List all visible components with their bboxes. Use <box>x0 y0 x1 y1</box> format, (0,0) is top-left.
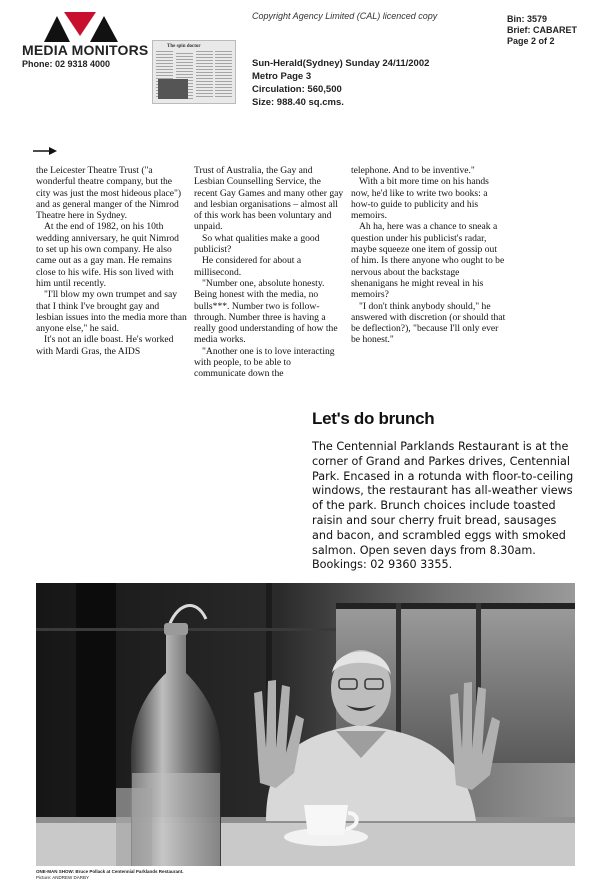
article-paragraph: the Leicester Theatre Trust ("a wonderful theatre company, but the city was just the most hideous place") and as general manger of the Nimrod Theatre here in Sydney. <box>36 165 182 222</box>
brunch-heading: Let's do brunch <box>312 409 435 428</box>
caption-text: ONE-MAN SHOW: Bruce Pollack at Centennial Parklands Restaurant. <box>36 869 184 874</box>
article-column-2 <box>194 165 344 380</box>
thumbnail-column <box>215 51 232 99</box>
thumbnail-column <box>196 51 213 99</box>
logo-mark-icon <box>44 12 122 42</box>
article-column-3 <box>351 165 506 385</box>
brief-name: Brief: CABARET <box>507 25 578 35</box>
article-paragraph: So what qualities make a good publicist? <box>194 232 320 256</box>
thumbnail-photo <box>158 79 188 99</box>
article-paragraph: Trust of Australia, the Gay and Lesbian Counselling Service, the recent Gay Games and many other gay and lesbian organisations – almost all of this work has been voluntary and unpaid. <box>194 165 344 233</box>
article-paragraph: He considered for about a millisecond. <box>194 255 302 278</box>
article-paragraph: telephone. And to be inventive." <box>351 165 475 176</box>
photo-caption <box>36 869 183 880</box>
article-paragraph: "I'll blow my own trumpet and say that I think I've brought gay and lesbian issues into the media more than anyone else," he said. <box>36 289 187 335</box>
circulation: Circulation: 560,500 <box>252 84 342 95</box>
page-count: Page 2 of 2 <box>507 36 555 46</box>
article-paragraph: "Another one is to love interacting with people, to be able to communicate down the <box>194 345 335 380</box>
publication-name-date: Sun-Herald(Sydney) Sunday 24/11/2002 <box>252 58 430 69</box>
copyright-notice: Copyright Agency Limited (CAL) licenced copy <box>252 11 438 21</box>
article-paragraph: At the end of 1982, on his 10th wedding anniversary, he quit Nimrod to set up his own company. He also came out as a gay man. He remains close to his wife. His son lived with him until recently. <box>36 221 179 289</box>
clipping-thumbnail[interactable] <box>152 40 236 104</box>
section-page: Metro Page 3 <box>252 71 312 82</box>
article-photo <box>36 583 575 866</box>
article-paragraph: With a bit more time on his hands now, he'd like to write two books: a how-to guide to publicity and his memoirs. <box>351 176 489 222</box>
media-monitors-logo <box>22 12 150 68</box>
article-paragraph: Ah ha, here was a chance to sneak a question under his publicist's radar, maybe squeeze one item of gossip out of him. Is there anyone who ought to be nervous about the backstage shenanigans he might reveal in his memoirs? <box>351 221 505 301</box>
article-paragraph: "I don't think anybody should," he answered with discretion (or should that be deflection?), "because I'll only ever be honest." <box>351 300 506 346</box>
thumbnail-title: The spin doctor <box>167 44 201 49</box>
publication-info <box>252 57 429 109</box>
bin-number: Bin: 3579 <box>507 14 548 24</box>
clipping-meta <box>507 14 577 47</box>
phone-number: Phone: 02 9318 4000 <box>22 59 111 69</box>
photo-credit: Picture: ANDREW DARBY <box>36 874 90 880</box>
brunch-text: The Centennial Parklands Restaurant is at the corner of Grand and Parkes drives, Centennial Park. Encased in a rotunda with floor-to-ceiling windows, the restaurant has all-weather views of the park. Brunch choices include toasted raisin and sour cherry fruit bread, sausages and bacon, and scrambled eggs with smoked salmon. Open seven days from 8.30am. Bookings: 02 9360 3355. <box>312 440 574 572</box>
continued-arrow-icon <box>33 147 57 155</box>
clip-size: Size: 988.40 sq.cms. <box>252 97 344 108</box>
article-paragraph: "Number one, absolute honesty. Being honest with the media, no bulls***. Number two is follow-through. Number three is having a really good understanding of how the media works. <box>194 277 338 346</box>
article-column-1 <box>36 165 188 397</box>
article-paragraph: It's not an idle boast. He's worked with Mardi Gras, the AIDS <box>36 334 174 357</box>
brand-name: MEDIA MONITORS <box>22 42 149 58</box>
